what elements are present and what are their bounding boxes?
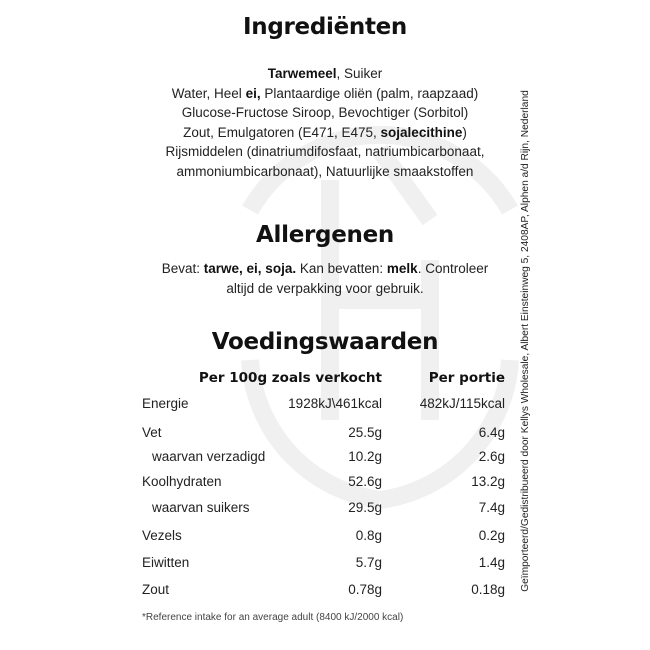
allergens-line-1 — [0, 259, 650, 279]
nutrient-label: waarvan verzadigd — [152, 449, 266, 464]
ingredients-line-4 — [0, 123, 650, 143]
table-row — [0, 582, 650, 602]
per-portion-value: 1.4g — [478, 555, 505, 570]
ingredient-bold: Tarwemeel — [267, 66, 337, 81]
ingredient-text: Plantaardige oliën (palm, raapzaad) — [260, 85, 479, 101]
ingredient-text: Water, Heel — [171, 85, 246, 101]
table-row — [0, 449, 650, 469]
per-100g-value: 10.2g — [348, 449, 382, 464]
ingredients-line-2 — [0, 84, 650, 104]
distributor-address: Geïmporteerd/Gedistribueerd door Kellys Wholesale, Albert Einsteinweg 5, 2408AP, Alphen a/d Rijn, Nederland — [520, 90, 531, 592]
per-100g-value: 0.8g — [355, 528, 382, 543]
per-100g-column-header: Per 100g zoals verkocht — [198, 370, 382, 386]
table-row — [0, 528, 650, 548]
per-portion-value: 6.4g — [478, 425, 505, 440]
allergens-text — [0, 259, 650, 298]
table-row — [0, 474, 650, 494]
distributor-vertical-text — [517, 61, 535, 621]
ingredients-line-6: ammoniumbicarbonaat), Natuurlijke smaakstoffen — [176, 163, 474, 179]
ingredients-line-5: Rijsmiddelen (dinatriumdifosfaat, natriumbicarbonaat, — [165, 144, 485, 159]
allergen-bold: melk — [386, 261, 418, 276]
ingredient-bold: sojalecithine — [380, 124, 463, 140]
nutrient-label: waarvan suikers — [152, 500, 250, 515]
per-100g-value: 52.6g — [348, 474, 382, 489]
per-portion-column-header: Per portie — [428, 370, 505, 386]
per-100g-value: 0.78g — [348, 582, 382, 597]
table-row — [0, 425, 650, 445]
table-row — [0, 500, 650, 520]
ingredient-text: ) — [462, 124, 467, 140]
nutrient-label: Vet — [142, 425, 162, 440]
per-portion-value: 2.6g — [478, 449, 505, 464]
ingredient-text: Zout, Emulgatoren (E471, E475, — [183, 124, 381, 140]
per-portion-value: 7.4g — [478, 500, 505, 515]
per-100g-value: 29.5g — [348, 500, 382, 515]
nutrition-heading: Voedingswaarden — [211, 329, 439, 355]
ingredient-bold: ei, — [245, 85, 261, 101]
table-row — [0, 555, 650, 575]
nutrient-label: Vezels — [142, 528, 182, 543]
per-100g-value: 5.7g — [355, 555, 382, 570]
ingredient-text: , Suiker — [336, 66, 383, 81]
nutrient-label: Zout — [142, 582, 170, 597]
reference-intake-footnote: *Reference intake for an average adult (8400 kJ/2000 kcal) — [142, 612, 404, 623]
allergens-line-2: altijd de verpakking voor gebruik. — [226, 280, 424, 296]
ingredients-heading: Ingrediënten — [242, 14, 408, 40]
ingredients-line-3: Glucose-Fructose Siroop, Bevochtiger (Sorbitol) — [181, 105, 469, 120]
allergen-text: Kan bevatten: — [296, 261, 387, 276]
allergen-bold: tarwe, ei, soja. — [203, 261, 297, 276]
table-row — [0, 396, 650, 416]
ingredients-text — [0, 64, 650, 181]
per-100g-value: 1928kJ\461kcal — [288, 396, 382, 411]
allergen-text: Bevat: — [161, 261, 204, 276]
per-100g-value: 25.5g — [348, 425, 382, 440]
nutrient-label: Koolhydraten — [142, 474, 222, 489]
ingredients-line-1 — [0, 64, 650, 84]
per-portion-value: 0.18g — [471, 582, 505, 597]
per-portion-value: 0.2g — [478, 528, 505, 543]
nutrient-label: Energie — [142, 396, 189, 411]
allergen-text: . Controleer — [417, 261, 489, 276]
nutrient-label: Eiwitten — [142, 555, 190, 570]
per-portion-value: 482kJ/115kcal — [419, 396, 505, 411]
per-portion-value: 13.2g — [471, 474, 505, 489]
allergens-heading: Allergenen — [256, 222, 394, 248]
